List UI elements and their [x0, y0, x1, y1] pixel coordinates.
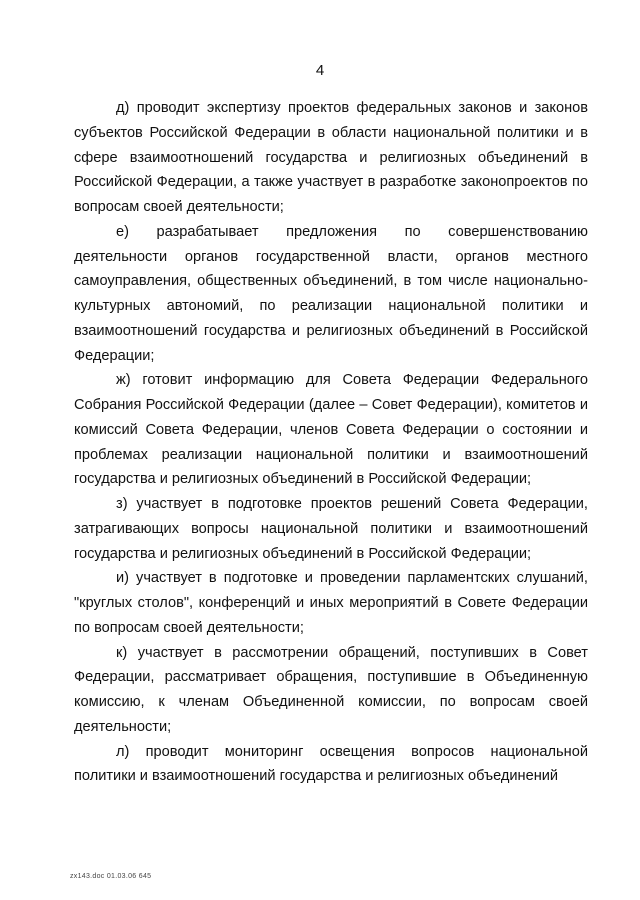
paragraph-zh: ж) готовит информацию для Совета Федерации Федерального Собрания Российской Федерации (далее – Совет Федерации), комитетов и комиссий Совета Федерации, членов Совета Федерации о состоянии и проблемах реализации национальной политики и взаимоотношений государства и религиозных объединений в Российской Федерации;: [74, 372, 588, 488]
document-body: [74, 96, 588, 789]
paragraph-k: к) участвует в рассмотрении обращений, поступивших в Совет Федерации, рассматривает обращения, поступившие в Объединенную комиссию, к членам Объединенной комиссии, по вопросам своей деятельности;: [74, 644, 588, 735]
paragraph-e: е) разрабатывает предложения по совершенствованию деятельности органов государственной власти, органов местного самоуправления, общественных объединений, в том числе национально-культурных автономий, по реализации национальной политики и взаимоотношений государства и религиозных объединений в Российской Федерации;: [74, 223, 588, 364]
file-footer: zx143.doc 01.03.06 645: [70, 873, 152, 880]
paragraph-i: и) участвует в подготовке и проведении парламентских слушаний, "круглых столов", конференций и иных мероприятий в Совете Федерации по вопросам своей деятельности;: [74, 570, 588, 636]
paragraph-z: з) участвует в подготовке проектов решений Совета Федерации, затрагивающих вопросы национальной политики и взаимоотношений государства и религиозных объединений в Российской Федерации;: [74, 496, 588, 562]
page-number: 4: [315, 62, 325, 79]
paragraph-d: д) проводит экспертизу проектов федеральных законов и законов субъектов Российской Федерации в области национальной политики и в сфере взаимоотношений государства и религиозных объединений в Российской Федерации, а также участвует в разработке законопроектов по вопросам своей деятельности;: [74, 100, 588, 215]
paragraph-l: л) проводит мониторинг освещения вопросов национальной политики и взаимоотношений государства и религиозных объединений: [74, 743, 588, 785]
